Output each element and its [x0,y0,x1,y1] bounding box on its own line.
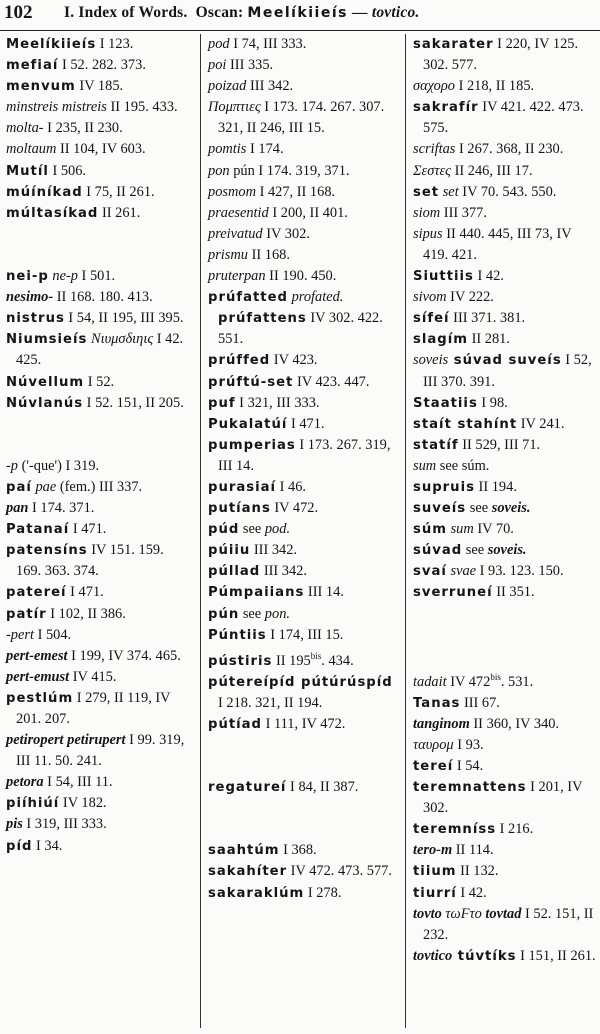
column-rule [200,34,201,1028]
index-entry: minstreis mistreis II 195. 433. [6,99,178,116]
index-entry: tanginom II 360, IV 340. [413,715,560,732]
index-entry: tiurrí I 42. [413,884,487,901]
index-entry: pon pún I 174. 319, 371. [208,162,350,179]
index-entry: pústiris II $195^{bis}$. 434. [208,650,354,669]
index-entry: Núvlanús I 52. 151, II 205. [6,394,184,411]
index-entry: soveis súvad suveís I 52, III 370. 391. [413,352,592,390]
index-entry: pis I 319, III 333. [6,816,107,833]
index-entry: teremnattens I 201, IV 302. [413,779,583,817]
index-entry: pert-emust IV 415. [6,668,117,685]
index-entry: Núvellum I 52. [6,373,115,390]
index-column-2 [208,34,394,1028]
index-entry: paí pae (fem.) III 337. [6,478,143,495]
index-entry: púd see pod. [208,521,291,538]
index-entry: Siuttiis I 42. [413,268,504,285]
index-column-1 [6,34,192,1028]
index-entry: purasiaí I 46. [208,478,307,495]
index-entry: pruterpan II 190. 450. [208,268,337,285]
index-entry: súvad see soveis. [413,542,527,559]
index-entry: púiiu III 342. [208,542,298,559]
index-entry: Meelíkiieís I 123. [6,36,134,52]
index-entry: pert-emest I 199, IV 374. 465. [6,647,181,664]
index-entry: molta- I 235, II 230. [6,120,123,137]
index-entry: regatureí I 84, II 387. [208,779,359,796]
index-column-3 [413,34,597,1028]
index-entry: tereí I 54. [413,757,484,774]
index-entry: poizad III 342. [208,78,294,95]
index-entry: scriftas I 267. 368, II 230. [413,141,564,158]
index-entry: σαχορο I 218, II 185. [413,78,535,95]
index-entry: nei-p ne-p I 501. [6,268,116,285]
index-entry: múltasíkad II 261. [6,204,141,221]
index-entry: Σεστες II 246, III 17. [413,162,533,179]
index-entry: menvum IV 185. [6,78,124,95]
index-entry: Púntiis I 174, III 15. [208,626,344,643]
index-entry: patír I 102, II 386. [6,605,126,622]
index-entry: Mutíl I 506. [6,162,87,179]
index-entry: saahtúm I 368. [208,842,317,859]
index-entry: tiium II 132. [413,863,499,880]
index-entry: pod I 74, III 333. [208,36,307,52]
index-entry: Tanas III 67. [413,694,500,711]
index-entry: pan I 174. 371. [6,500,95,517]
index-entry: patereí I 471. [6,584,104,601]
index-entry: sakrafír IV 421. 422. 473. 575. [413,99,584,137]
index-entry: staít stahínt IV 241. [413,415,565,432]
index-entry: sverruneí II 351. [413,584,535,601]
index-entry: pún see pon. [208,605,290,622]
index-entry: sífeí III 371. 381. [413,310,526,327]
index-entry: prúftú-set IV 423. 447. [208,373,370,390]
index-entry: petora I 54, III 11. [6,774,113,791]
index-entry: -p ('-que') I 319. [6,457,100,474]
index-entry: pútereípíd pútúrúspíd I 218. 321, II 194. [208,674,393,711]
page-header [0,0,600,31]
index-entry: pomtis I 174. [208,141,284,158]
index-entry: supruis II 194. [413,478,517,495]
index-entry: poi III 335. [208,57,274,74]
index-entry: moltaum II 104, IV 603. [6,141,146,158]
index-entry: Pukalatúí I 471. [208,415,325,432]
index-entry: tovtico túvtíks I 151, II 261. [413,947,596,964]
index-entry: set set IV 70. 543. 550. [413,183,557,200]
index-entry: sakahíter IV 472. 473. 577. [208,863,392,880]
index-entry: praesentid I 200, II 401. [208,204,348,221]
index-entry: suveís see soveis. [413,500,531,517]
index-entry: pumperias I 173. 267. 319, III 14. [208,436,391,474]
index-entry: píd I 34. [6,837,63,854]
index-entry: piíhiúí IV 182. [6,795,107,812]
index-entry: sakaraklúm I 278. [208,884,342,901]
index-entry: tadait IV $472^{bis}$. 531. [413,671,534,690]
page-number: 102 [4,2,33,23]
index-entry: prismu II 168. [208,246,290,263]
index-entry: Patanaí I 471. [6,521,107,538]
running-title: I. Index of Words. Oscan: Meelíkiieís — tovtico. [64,4,420,21]
index-entry: posmom I 427, II 168. [208,183,336,200]
index-entry: sakarater I 220, IV 125. 302. 577. [413,36,579,74]
column-rule [405,34,406,1028]
index-entry: siom III 377. [413,204,487,221]
index-entry: pútíad I 111, IV 472. [208,715,346,732]
index-entry: svaí svae I 93. 123. 150. [413,563,564,580]
index-entry: sivom IV 222. [413,289,494,306]
index-entry: súm sum IV 70. [413,521,514,538]
index-entry: petiropert petirupert I 99. 319, III 11. 50. 241. [6,732,185,770]
index-entry: ταυρομ I 93. [413,736,484,753]
index-entry: sipus II 440. 445, III 73, IV 419. 421. [413,225,572,263]
index-entry: sum see súm. [413,457,490,474]
index-entry: patensíns IV 151. 159. 169. 363. 374. [6,542,164,580]
index-entry: putíans IV 472. [208,500,319,517]
index-entry: múíníkad I 75, II 261. [6,183,155,200]
index-entry: slagím II 281. [413,331,510,348]
index-entry: Πομπτιες I 173. 174. 267. 307. 321, II 246, III 15. [208,99,385,137]
index-entry: tovto τωϜτο tovtad I 52. 151, II 232. [413,905,594,943]
index-entry: púllad III 342. [208,563,307,580]
index-entry: puf I 321, III 333. [208,394,320,411]
index-entry: teremníss I 216. [413,821,534,838]
index-entry: Staatiis I 98. [413,394,508,411]
index-entry: Púmpaiians III 14. [208,584,344,601]
index-entry: preivatud IV 302. [208,225,310,242]
index-entry: prúfatted profated. prúfattens IV 302. 422. 551. [208,289,383,348]
index-entry: prúffed IV 423. [208,352,318,369]
index-entry: -pert I 504. [6,626,72,643]
index-entry: tero-m II 114. [413,842,494,859]
index-entry: pestlúm I 279, II 119, IV 201. 207. [6,689,171,727]
index-entry: nesimo- II 168. 180. 413. [6,289,153,306]
index-entry: statíf II 529, III 71. [413,436,541,453]
index-entry: Niumsieís Νιυμσδιηις I 42. 425. [6,331,184,369]
index-entry: mefiaí I 52. 282. 373. [6,57,146,74]
index-entry: nistrus I 54, II 195, III 395. [6,310,184,327]
